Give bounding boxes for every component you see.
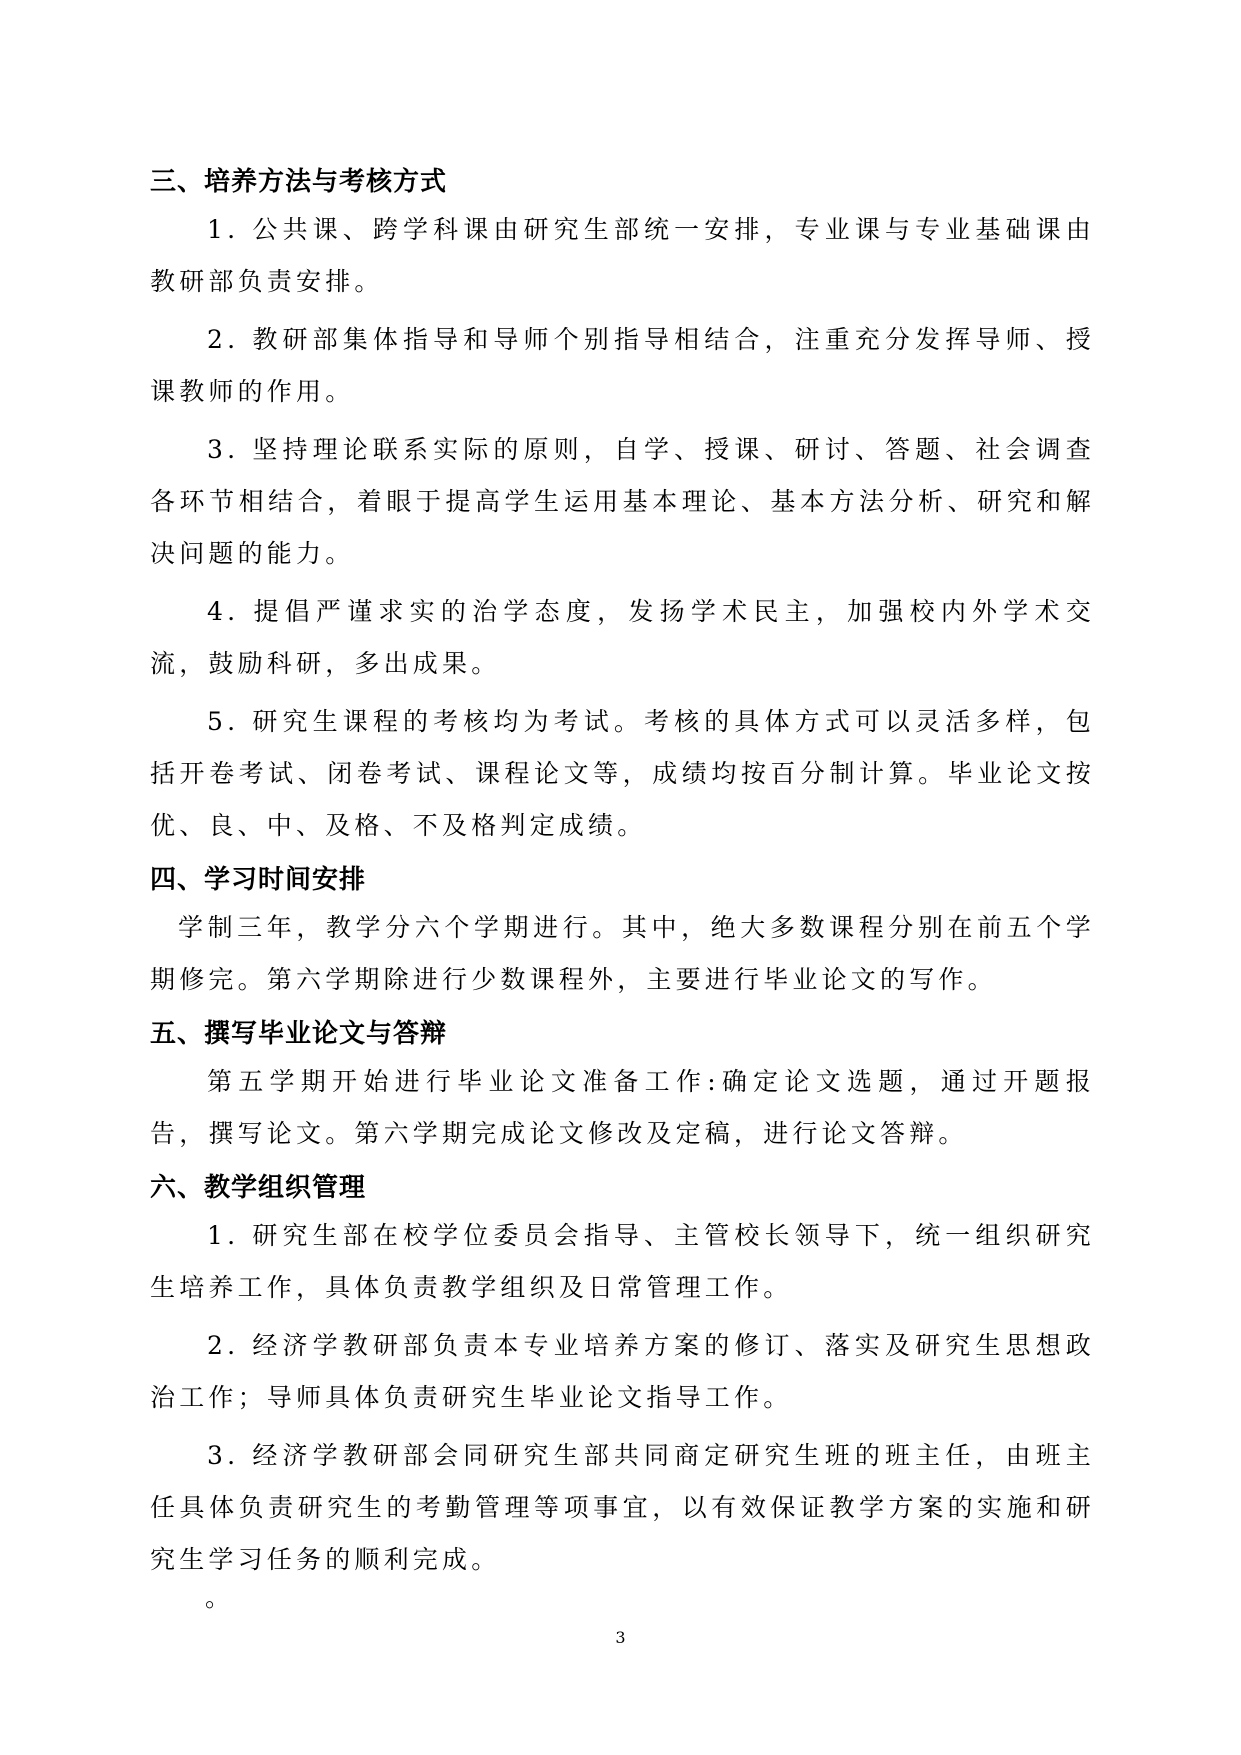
- paragraph-6-3: 3. 经济学教研部会同研究生部共同商定研究生班的班主任，由班主任具体负责研究生的考勤管理等项事宜，以有效保证教学方案的实施和研究生学习任务的顺利完成。: [150, 1441, 1095, 1574]
- paragraph-6-1: 1. 研究生部在校学位委员会指导、主管校长领导下，统一组织研究生培养工作，具体负责教学组织及日常管理工作。: [150, 1221, 1095, 1302]
- paragraph-6-2: 2. 经济学教研部负责本专业培养方案的修订、落实及研究生思想政治工作；导师具体负责研究生毕业论文指导工作。: [150, 1331, 1095, 1412]
- paragraph-3-4: 4. 提倡严谨求实的治学态度，发扬学术民主，加强校内外学术交流，鼓励科研，多出成果。: [150, 597, 1095, 678]
- section-heading-study-schedule: 四、学习时间安排: [150, 865, 367, 895]
- paragraph-3-5: 5. 研究生课程的考核均为考试。考核的具体方式可以灵活多样，包括开卷考试、闭卷考试、课程论文等，成绩均按百分制计算。毕业论文按优、良、中、及格、不及格判定成绩。: [150, 707, 1095, 840]
- paragraph-4-1: 学制三年，教学分六个学期进行。其中，绝大多数课程分别在前五个学期修完。第六学期除进行少数课程外，主要进行毕业论文的写作。: [150, 913, 1095, 994]
- section-heading-thesis-defense: 五、撰写毕业论文与答辩: [150, 1019, 448, 1049]
- paragraph-3-2: 2. 教研部集体指导和导师个别指导相结合，注重充分发挥导师、授课教师的作用。: [150, 325, 1095, 406]
- paragraph-3-1: 1. 公共课、跨学科课由研究生部统一安排，专业课与专业基础课由教研部负责安排。: [150, 215, 1095, 296]
- section-heading-teaching-management: 六、教学组织管理: [150, 1173, 367, 1203]
- paragraph-5-1: 第五学期开始进行毕业论文准备工作:确定论文选题，通过开题报告，撰写论文。第六学期完成论文修改及定稿，进行论文答辩。: [150, 1067, 1095, 1148]
- section-heading-training-methods: 三、培养方法与考核方式: [150, 167, 448, 197]
- page-number: 3: [615, 1628, 626, 1647]
- page-content: [150, 160, 1095, 1592]
- stray-period-mark: 。: [205, 1583, 231, 1612]
- paragraph-3-3: 3. 坚持理论联系实际的原则，自学、授课、研讨、答题、社会调查各环节相结合，着眼于提高学生运用基本理论、基本方法分析、研究和解决问题的能力。: [150, 435, 1095, 568]
